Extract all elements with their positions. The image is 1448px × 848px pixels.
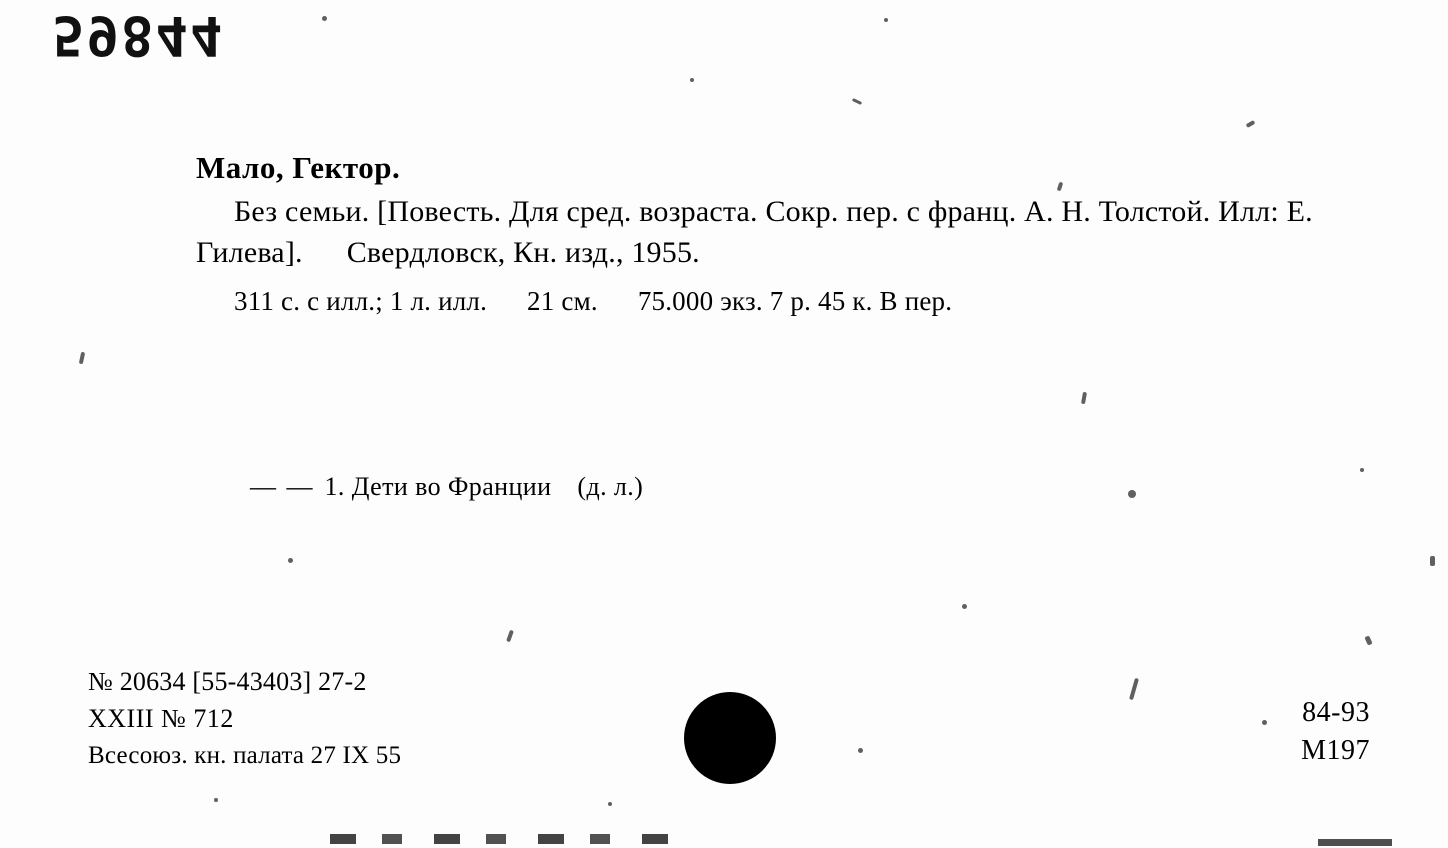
footer-shelf-mark: М197 bbox=[1301, 734, 1370, 766]
paper-speck bbox=[852, 98, 862, 105]
collation: 311 с. с илл.; 1 л. илл. bbox=[234, 285, 488, 316]
footer-agency: Всесоюз. кн. палата 27 IX 55 bbox=[88, 741, 402, 769]
paper-speck bbox=[1364, 635, 1372, 645]
paper-speck bbox=[1128, 490, 1136, 498]
printing-note: 75.000 экз. 7 р. 45 к. В пер. bbox=[637, 285, 953, 316]
paper-speck bbox=[690, 78, 694, 82]
title-statement: Без семьи. [Повесть. Для сред. возраста. Сокр. пер. с франц. А. Н. Толстой. Илл: Е. Гилева]. bbox=[196, 195, 1313, 269]
paper-speck bbox=[858, 748, 863, 753]
paper-speck bbox=[1430, 556, 1435, 566]
size: 21 см. bbox=[527, 285, 598, 316]
collation-block bbox=[196, 286, 1386, 317]
paper-speck bbox=[1246, 120, 1256, 128]
paper-speck bbox=[884, 18, 888, 22]
accession-stamp: 59844 bbox=[52, 4, 225, 67]
paper-speck bbox=[962, 604, 967, 609]
author-heading: Мало, Гектор. bbox=[196, 150, 401, 185]
paper-speck bbox=[214, 798, 218, 802]
title-statement-block bbox=[196, 192, 1386, 274]
tracing-subject: 1. Дети во Франции bbox=[324, 472, 552, 501]
bibliographic-body bbox=[196, 150, 1386, 317]
bottom-edge-smudge bbox=[330, 834, 670, 844]
paper-speck bbox=[608, 802, 612, 806]
footer-right-block bbox=[1301, 694, 1370, 770]
tracing-qualifier: (д. л.) bbox=[577, 472, 644, 501]
footer-class-number: XXIII № 712 bbox=[88, 703, 234, 733]
paper-speck bbox=[1081, 392, 1087, 405]
paper-speck bbox=[288, 558, 293, 563]
tracing-line bbox=[250, 472, 643, 502]
paper-speck bbox=[322, 16, 327, 21]
footer-call-number: 84-93 bbox=[1302, 697, 1370, 728]
paper-speck bbox=[1129, 678, 1139, 700]
paper-speck bbox=[79, 352, 85, 365]
footer-record-number: № 20634 [55-43403] 27-2 bbox=[88, 667, 367, 696]
punch-hole bbox=[684, 692, 776, 784]
footer-left-block bbox=[88, 664, 401, 773]
bottom-edge-tick bbox=[1318, 839, 1392, 846]
paper-speck bbox=[506, 630, 514, 643]
imprint: Свердловск, Кн. изд., 1955. bbox=[346, 235, 700, 269]
tracing-dashes: — — bbox=[250, 472, 315, 501]
paper-speck bbox=[1262, 720, 1267, 725]
paper-speck bbox=[1360, 468, 1364, 472]
